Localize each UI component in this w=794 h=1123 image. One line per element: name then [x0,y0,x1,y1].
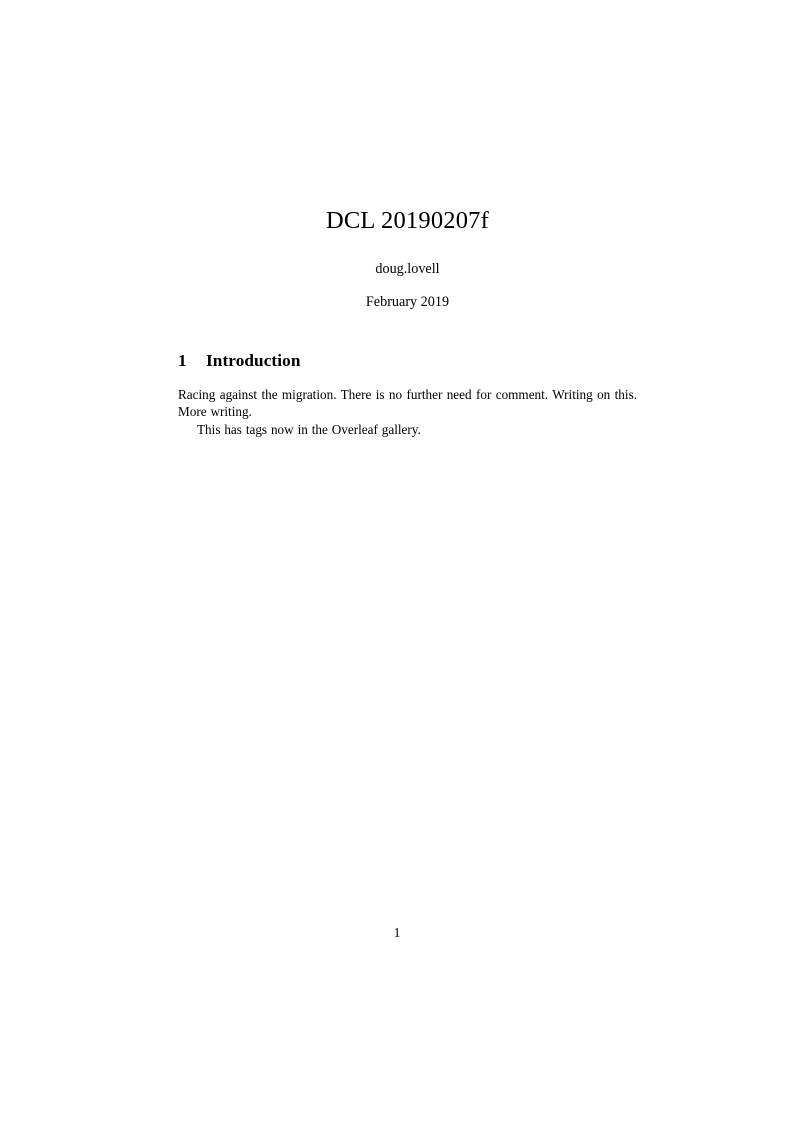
document-content [178,0,637,439]
paragraph: Racing against the migration. There is no further need for comment. Writing on this. More writing. [178,387,637,419]
page-number: 1 [393,925,401,940]
document-author: doug.lovell [375,261,440,277]
document-date: February 2019 [365,294,450,310]
paragraph: This has tags now in the Overleaf gallery. [197,421,421,437]
page-title: DCL 20190207f [326,207,489,234]
section-heading-introduction [178,311,637,371]
section-title: Introduction [206,351,301,370]
section-number: 1 [178,351,187,370]
